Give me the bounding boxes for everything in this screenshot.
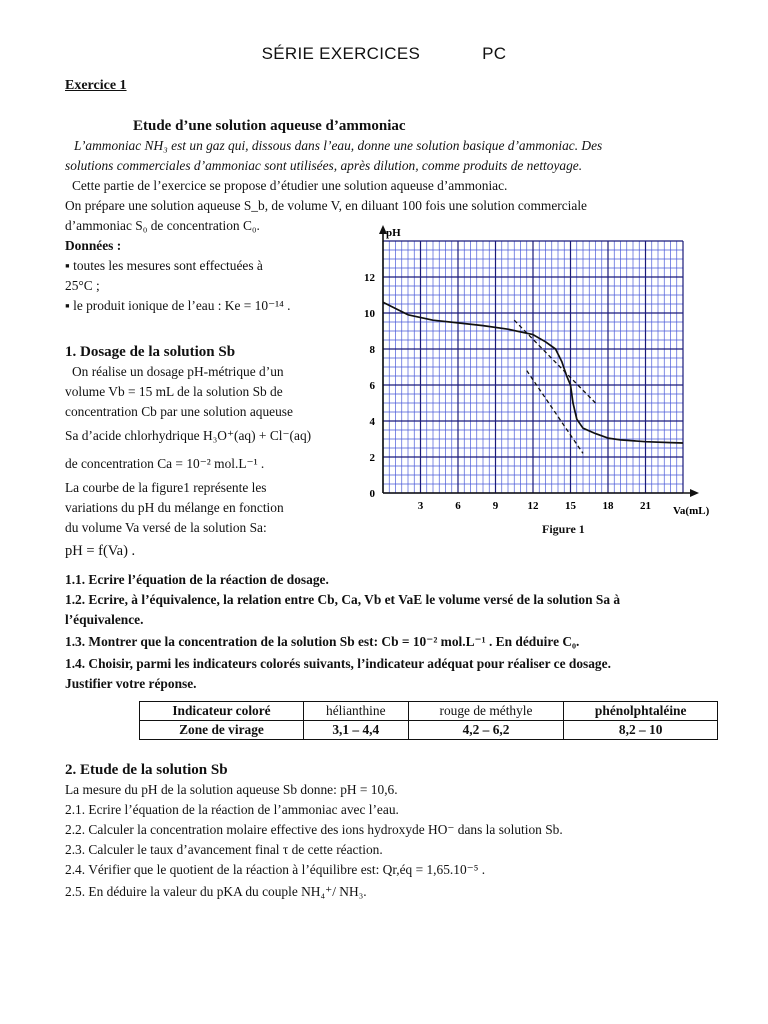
x-tick-label: 21 bbox=[640, 500, 651, 512]
x-axis-arrow bbox=[690, 489, 699, 497]
question-1-4b: Justifier votre réponse. bbox=[65, 676, 197, 691]
table-cell: 3,1 – 4,4 bbox=[303, 721, 408, 740]
table-cell: 4,2 – 6,2 bbox=[408, 721, 564, 740]
intro-line-2: solutions commerciales d’ammoniac sont utilisées, après dilution, comme produits de nettoyage. bbox=[65, 158, 583, 173]
section1-line-6: La courbe de la figure1 représente les bbox=[65, 480, 267, 495]
main-heading: Etude d’une solution aqueuse d’ammoniac bbox=[133, 118, 406, 134]
x-tick-label: 6 bbox=[455, 500, 461, 512]
table-row bbox=[140, 721, 718, 740]
section1-line-1: On réalise un dosage pH-métrique d’un bbox=[72, 364, 284, 379]
donnees-item-1a: ▪ toutes les mesures sont effectuées à bbox=[65, 258, 263, 273]
question-2-1: 2.1. Ecrire l’équation de la réaction de l’ammoniac avec l’eau. bbox=[65, 802, 399, 817]
question-1-1: 1.1. Ecrire l’équation de la réaction de dosage. bbox=[65, 572, 329, 587]
y-tick-label: 6 bbox=[369, 380, 375, 392]
y-tick-label: 4 bbox=[369, 416, 375, 428]
table-cell: Zone de virage bbox=[140, 721, 304, 740]
question-2-4: 2.4. Vérifier que le quotient de la réaction à l’équilibre est: Qr,éq = 1,65.10⁻⁵ . bbox=[65, 862, 486, 877]
section2-line-1: La mesure du pH de la solution aqueuse Sb donne: pH = 10,6. bbox=[65, 782, 398, 797]
table-cell: 8,2 – 10 bbox=[564, 721, 718, 740]
section1-line-8: du volume Va versé de la solution Sa: bbox=[65, 520, 267, 535]
table-row bbox=[140, 702, 718, 721]
x-tick-label: 12 bbox=[527, 500, 539, 512]
donnees-item-2: ▪ le produit ionique de l’eau : Ke = 10⁻¹⁴ . bbox=[65, 298, 291, 313]
x-tick-label: 3 bbox=[417, 500, 424, 512]
intro-line-1: L’ammoniac NH₃ est un gaz qui, dissous dans l’eau, donne une solution basique d’ammoniac. Des bbox=[74, 138, 603, 153]
table-header-cell: rouge de méthyle bbox=[408, 702, 564, 721]
donnees-title: Données : bbox=[65, 238, 122, 253]
section1-line-2: volume Vb = 15 mL de la solution Sb de bbox=[65, 384, 283, 399]
indicator-table bbox=[139, 701, 718, 740]
y-tick-label: 10 bbox=[364, 308, 375, 320]
y-tick-label: 12 bbox=[364, 272, 375, 284]
table-header-cell: hélianthine bbox=[303, 702, 408, 721]
header-series-title: SÉRIE EXERCICES bbox=[261, 44, 421, 63]
intro-line-3: Cette partie de l’exercice se propose d’étudier une solution aqueuse d’ammoniac. bbox=[72, 178, 508, 193]
question-1-2b: l’équivalence. bbox=[65, 612, 144, 627]
exercise-title: Exercice 1 bbox=[65, 78, 127, 93]
chart-y-axis-label: pH bbox=[386, 227, 401, 239]
x-tick-label: 18 bbox=[602, 500, 614, 512]
section1-line-7: variations du pH du mélange en fonction bbox=[65, 500, 284, 515]
titration-chart bbox=[350, 222, 750, 522]
question-2-3: 2.3. Calculer le taux d’avancement final τ de cette réaction. bbox=[65, 842, 383, 857]
page-header bbox=[0, 44, 768, 64]
intro-line-5: d’ammoniac S₀ de concentration C₀. bbox=[65, 218, 260, 233]
section1-line-5: de concentration Ca = 10⁻² mol.L⁻¹ . bbox=[65, 456, 265, 471]
intro-line-4: On prépare une solution aqueuse S_b, de volume V, en diluant 100 fois une solution commerciale bbox=[65, 198, 588, 213]
section1-line-9: pH = f(Va) . bbox=[65, 543, 136, 559]
section1-title: 1. Dosage de la solution Sb bbox=[65, 344, 236, 360]
y-tick-label: 0 bbox=[369, 488, 375, 500]
header-subject: PC bbox=[482, 44, 507, 63]
question-1-4a: 1.4. Choisir, parmi les indicateurs colorés suivants, l’indicateur adéquat pour réaliser ce dosage. bbox=[65, 656, 611, 671]
figure-caption: Figure 1 bbox=[542, 522, 585, 536]
question-1-3: 1.3. Montrer que la concentration de la solution Sb est: Cb = 10⁻² mol.L⁻¹ . En déduire C₀. bbox=[65, 634, 580, 649]
table-header-cell: phénolphtaléine bbox=[564, 702, 718, 721]
chart-x-axis-label: Va(mL) bbox=[673, 505, 710, 517]
section2-title: 2. Etude de la solution Sb bbox=[65, 762, 228, 778]
x-tick-label: 15 bbox=[565, 500, 576, 512]
donnees-item-1b: 25°C ; bbox=[65, 278, 100, 293]
y-tick-label: 8 bbox=[369, 344, 375, 356]
question-2-2: 2.2. Calculer la concentration molaire effective des ions hydroxyde HO⁻ dans la solution Sb. bbox=[65, 822, 563, 837]
table-header-cell: Indicateur coloré bbox=[140, 702, 304, 721]
x-tick-label: 9 bbox=[492, 500, 499, 512]
question-1-2a: 1.2. Ecrire, à l’équivalence, la relation entre Cb, Ca, Vb et VaE le volume versé de la solution Sa à bbox=[65, 592, 621, 607]
y-tick-label: 2 bbox=[369, 452, 375, 464]
question-2-5: 2.5. En déduire la valeur du pKA du couple NH₄⁺/ NH₃. bbox=[65, 884, 367, 899]
section1-line-4: Sa d’acide chlorhydrique H₃O⁺(aq) + Cl⁻(aq) bbox=[65, 428, 312, 443]
section1-line-3: concentration Cb par une solution aqueuse bbox=[65, 404, 293, 419]
